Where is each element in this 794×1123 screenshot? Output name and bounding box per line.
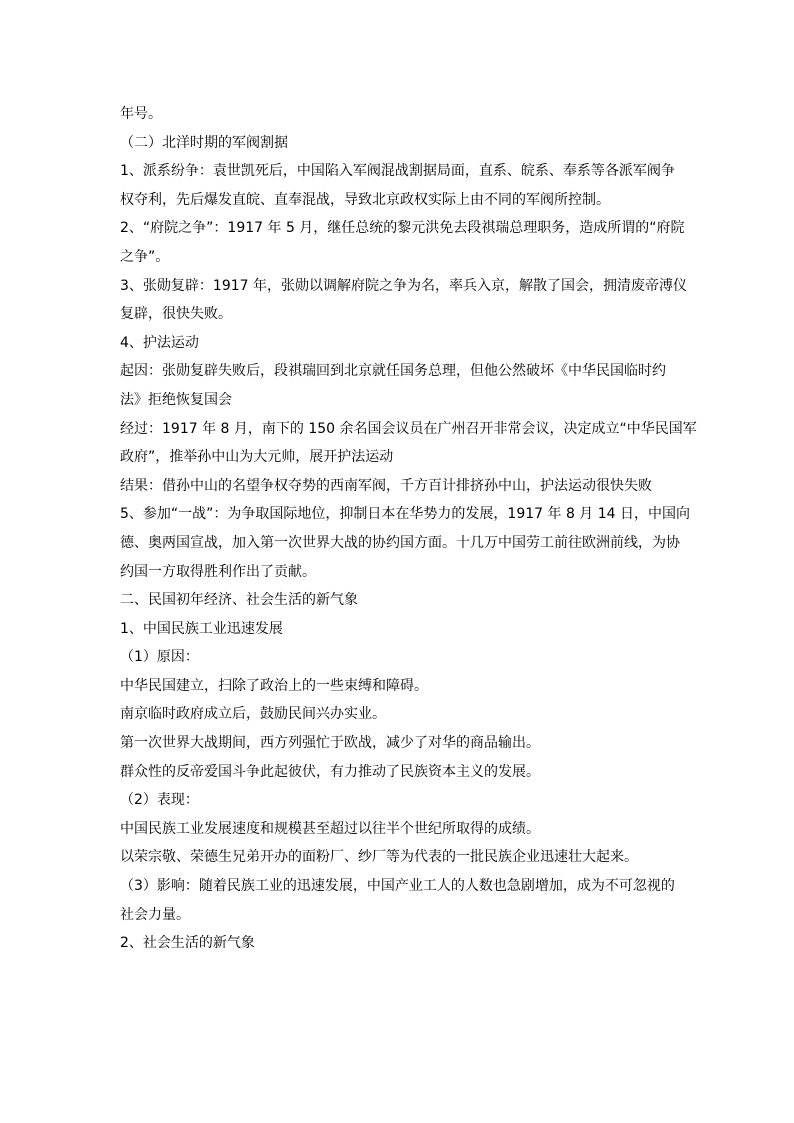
- text-line: 社会力量。: [120, 906, 190, 923]
- text-line: （1）原因：: [120, 649, 199, 666]
- text-line: 南京临时政府成立后，鼓励民间兴办实业。: [120, 706, 386, 723]
- text-line: 之争”。: [120, 248, 170, 265]
- text-line: 3、张勋复辟：1917 年，张勋以调解府院之争为名，率兵入京，解散了国会，拥清废帝溥仪: [120, 277, 687, 294]
- text-line: 约国一方取得胜利作出了贡献。: [120, 563, 316, 580]
- section-heading: 二、民国初年经济、社会生活的新气象: [120, 592, 358, 609]
- text-line: 以荣宗敬、荣德生兄弟开办的面粉厂、纱厂等为代表的一批民族企业迅速壮大起来。: [120, 849, 638, 866]
- subsection-heading: 2、社会生活的新气象: [120, 935, 255, 952]
- text-line: 群众性的反帝爱国斗争此起彼伏，有力推动了民族资本主义的发展。: [120, 763, 540, 780]
- text-line: 经过：1917 年 8 月，南下的 150 余名国会议员在广州召开非常会议，决定成立“中华民国军: [120, 420, 697, 437]
- text-line: 法》拒绝恢复国会: [120, 391, 232, 408]
- text-line: 政府”，推举孙中山为大元帅，展开护法运动: [120, 449, 394, 466]
- text-line: 起因：张勋复辟失败后，段祺瑞回到北京就任国务总理，但他公然破坏《中华民国临时约: [120, 363, 666, 380]
- text-line: 1、派系纷争：袁世凯死后，中国陷入军阀混战割据局面，直系、皖系、奉系等各派军阀争: [120, 163, 675, 180]
- text-line: 德、奥两国宣战，加入第一次世界大战的协约国方面。十几万中国劳工前往欧洲前线，为协: [120, 534, 680, 551]
- text-line: 中华民国建立，扫除了政治上的一些束缚和障碍。: [120, 677, 428, 694]
- text-line: 年号。: [120, 106, 162, 122]
- text-line: 中国民族工业发展速度和规模甚至超过以往半个世纪所取得的成绩。: [120, 820, 540, 837]
- text-line: 2、“府院之争”：1917 年 5 月，继任总统的黎元洪免去段祺瑞总理职务，造成所谓的“府院: [120, 220, 685, 237]
- text-line: 复辟，很快失败。: [120, 306, 232, 323]
- text-line: 5、参加“一战”：为争取国际地位，抑制日本在华势力的发展，1917 年 8 月 14 日，中国向: [120, 506, 691, 523]
- subsection-heading: 1、中国民族工业迅速发展: [120, 620, 283, 637]
- text-line: （2）表现：: [120, 792, 199, 809]
- text-line: 结果：借孙中山的名望争权夺势的西南军阀，千方百计排挤孙中山，护法运动很快失败: [120, 477, 652, 494]
- text-line: 第一次世界大战期间，西方列强忙于欧战，减少了对华的商品输出。: [120, 735, 540, 752]
- document-body: [120, 100, 697, 958]
- section-heading: （二）北洋时期的军阀割据: [120, 134, 288, 151]
- text-line: 权夺利，先后爆发直皖、直奉混战，导致北京政权实际上由不同的军阀所控制。: [120, 191, 610, 208]
- text-line: （3）影响：随着民族工业的迅速发展，中国产业工人的人数也急剧增加，成为不可忽视的: [120, 878, 675, 895]
- subsection-heading: 4、护法运动: [120, 334, 199, 351]
